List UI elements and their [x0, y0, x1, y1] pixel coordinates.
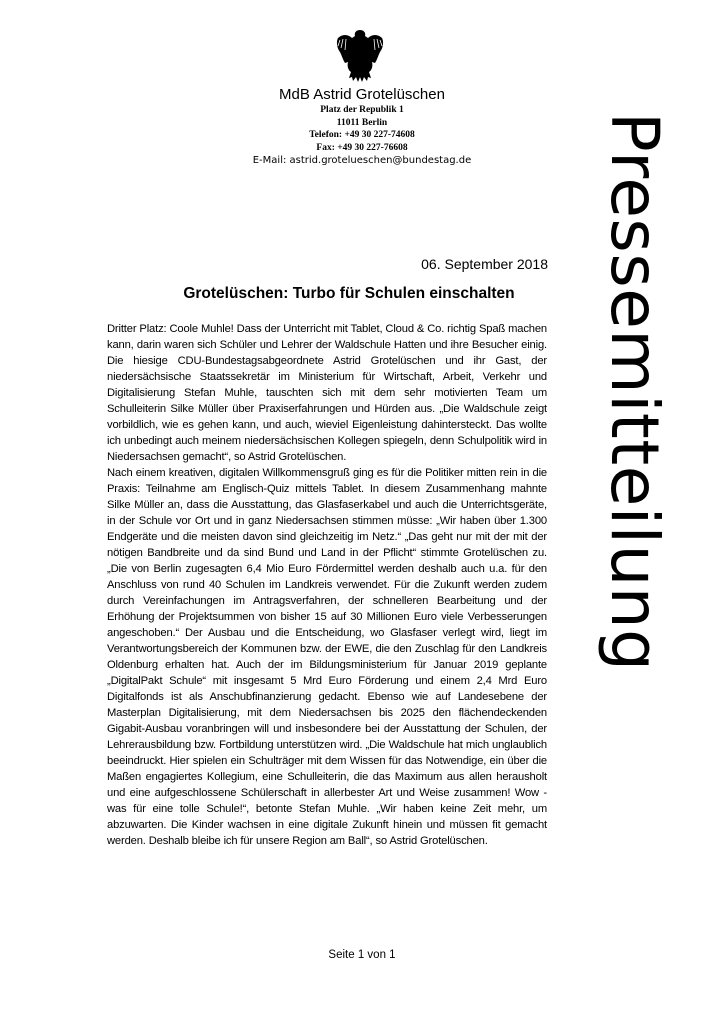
article-body [107, 321, 547, 849]
paragraph: Dritter Platz: Coole Muhle! Dass der Unterricht mit Tablet, Cloud & Co. richtig Spaß machen kann, darin waren sich Schüler und Lehrer der Waldschule Hatten und ihre Besucher einig. Die hiesige CDU-Bundestagsabgeordnete Astrid Grotelüschen und ihr Gast, der niedersächsische Staatssekretär im Ministerium für Wirtschaft, Arbeit, Verkehr und Digitalisierung Stefan Muhle, tauschten sich mit dem sehr motivierten Team um Schulleiterin Silke Müller über Praxiserfahrungen und Hürden aus. „Die Waldschule zeigt vorbildlich, wie es gehen kann, und auch, wieviel Eigenleistung dahintersteckt. Das wollte ich unbedingt auch meinem niedersächsischen Kollegen spiegeln, denn Schulpolitik wird in Niedersachsen gemacht“, so Astrid Grotelüschen. [107, 323, 547, 463]
sender-block [200, 86, 524, 167]
address-line: 11011 Berlin [336, 117, 388, 128]
email-line: E-Mail: astrid.grotelueschen@bundestag.de [252, 155, 472, 166]
paragraph: Nach einem kreativen, digitalen Willkommensgruß ging es für die Politiker mitten rein in die Praxis: Teilnahme am Englisch-Quiz mittels Tablet. In diesem Zusammenhang mahnte Silke Müller an, dass die Ausstattung, das Glasfaserkabel und auch die Unterrichtsgeräte, in der Schule vor Ort und in ganz Niedersachsen stimmen müsse: „Wir haben über 1.300 Endgeräte und die meisten davon sind gleichzeitig im Netz.“ „Das geht nur mit der mit der nötigen Bandbreite und da sind Bund und Land in der Pflicht“ stimmte Grotelüschen zu. „Die von Berlin zugesagten 6,4 Mio Euro Fördermittel werden deshalb auch u.a. für den Anschluss von rund 40 Schulen im Landkreis verwendet. Für die Zukunft werden zudem durch Vereinfachungen im Antragsverfahren, der schnelleren Bearbeitung und der Erhöhung der Projektsummen von bisher 15 auf 30 Millionen Euro viele Verbesserungen angeschoben.“ Der Ausbau und die Entscheidung, wo Glasfaser verlegt wird, liegt im Verantwortungsbereich der Kommunen bzw. der EWE, die den Zuschlag für den Landkreis Oldenburg erhalten hat. Auch der im Bildungsministerium für Januar 2019 geplante „DigitalPakt Schule“ mit insgesamt 5 Mrd Euro Förderung und einem 2,4 Mrd Euro Digitalfonds ist als Anschubfinanzierung gedacht. Ebenso wie auf Landesebene der Masterplan Digitalisierung, mit dem Niedersachsen bis 2025 den flächendeckenden Gigabit-Ausbau voranbringen will und insbesondere bei der Ausstattung der Schulen, der Lehrerausbildung bzw. Fortbildung unterstützen wird. „Die Waldschule hat mich unglaublich beeindruckt. Hier spielen ein Schulträger mit dem Wissen für das Notwendige, ein über die Maßen engagiertes Kollegium, eine Schulleiterin, die das Maximum aus allen herausholt und eine aufgeschlossene Schülerschaft in allerbester Art und Weise zusammen! Wow - was für eine tolle Schule!“, betonte Stefan Muhle. „Wir haben keine Zeit mehr, um abzuwarten. Die Kinder wachsen in eine digitale Zukunft hinein und müssen fit gemacht werden. Deshalb bleibe ich für unsere Region am Ball“, so Astrid Grotelüschen. [107, 467, 547, 847]
federal-eagle-logo [334, 26, 386, 84]
phone-line: Telefon: +49 30 227-74608 [309, 130, 415, 140]
press-date: 06. September 2018 [421, 256, 548, 272]
page-number: Seite 1 von 1 [328, 949, 396, 961]
headline: Grotelüschen: Turbo für Schulen einschalten [183, 285, 515, 302]
sender-name: MdB Astrid Grotelüschen [279, 86, 445, 103]
vertical-title: Pressemitteilung [596, 112, 673, 672]
fax-line: Fax: +49 30 227-76608 [316, 142, 408, 153]
address-line: Platz der Republik 1 [320, 105, 404, 115]
